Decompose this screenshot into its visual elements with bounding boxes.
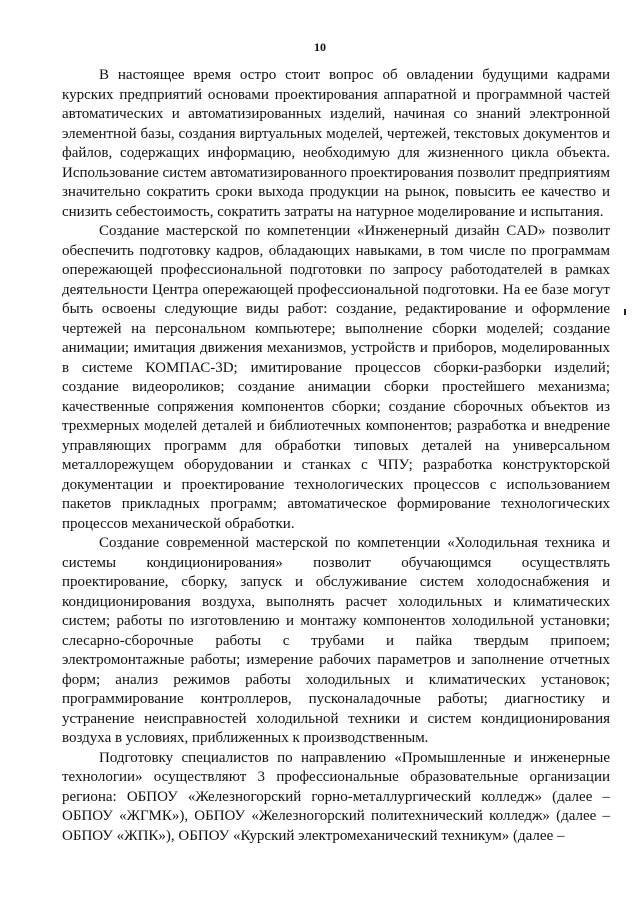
- paragraph-cad-workshop: Создание мастерской по компетенции «Инженерный дизайн CAD» позволит обеспечить подготовку кадров, обладающих навыками, в том числе по программам опережающей профессиональной подготовки по запросу работодателей в рамках деятельности Центра опережающей профессиональной подготовки. На ее базе могут быть освоены следующие виды работ: создание, редактирование и оформление чертежей на персональном компьютере; выполнение сборки моделей; создание анимации; имитация движения механизмов, устройств и приборов, моделированных в системе КОМПАС-3D; имитирование процессов сборки-разборки изделий; создание видеороликов; создание анимации сборки простейшего механизма; качественные сопряжения компонентов сборки; создание сборочных объектов из трехмерных моделей деталей и библиотечных компонентов; разработка и внедрение управляющих программ для обработки типовых деталей на универсальном металлорежущем оборудовании и станках с ЧПУ; разработка конструкторской документации и проектирование технологических процессов с использованием пакетов прикладных программ; автоматическое формирование технологических процессов механической обработки.: [62, 223, 610, 532]
- paragraph-design-automation: В настоящее время остро стоит вопрос об овладении будущими кадрами курских предприятий основами проектирования аппаратной и программной частей автоматических и автоматизированных изделий, начиная со знаний электронной элементной базы, создания виртуальных моделей, чертежей, текстовых документов и файлов, содержащих информацию, необходимую для жизненного цикла объекта. Использование систем автоматизированного проектирования позволит предприятиям значительно сократить сроки выхода продукции на рынок, повысить ее качество и снизить себестоимость, сократить затраты на натурное моделирование и испытания.: [62, 67, 610, 220]
- body-text: [62, 66, 610, 846]
- page-number: 10: [314, 40, 326, 54]
- scan-margin-mark: [624, 309, 626, 315]
- paragraph-refrigeration-workshop: Создание современной мастерской по компетенции «Холодильная техника и системы кондиционирования» позволит обучающимся осуществлять проектирование, сборку, запуск и обслуживание систем холодоснабжения и кондиционирования воздуха, выполнять расчет холодильных и климатических систем; работы по изготовлению и монтажу компонентов холодильной установки; слесарно-сборочные работы с трубами и пайка твердым припоем; электромонтажные работы; измерение рабочих параметров и заполнение отчетных форм; анализ режимов работы холодильных и климатических установок; программирование контроллеров, пусконаладочные работы; диагностику и устранение неисправностей холодильной техники и систем кондиционирования воздуха в условиях, приближенных к производственным.: [62, 535, 610, 746]
- paragraph-training-organizations: Подготовку специалистов по направлению «Промышленные и инженерные технологии» осуществляют 3 профессиональные образовательные организации региона: ОБПОУ «Железногорский горно-металлургический колледж» (далее – ОБПОУ «ЖГМК»), ОБПОУ «Железногорский политехнический колледж» (далее – ОБПОУ «ЖПК»), ОБПОУ «Курский электромеханический техникум» (далее –: [62, 749, 610, 844]
